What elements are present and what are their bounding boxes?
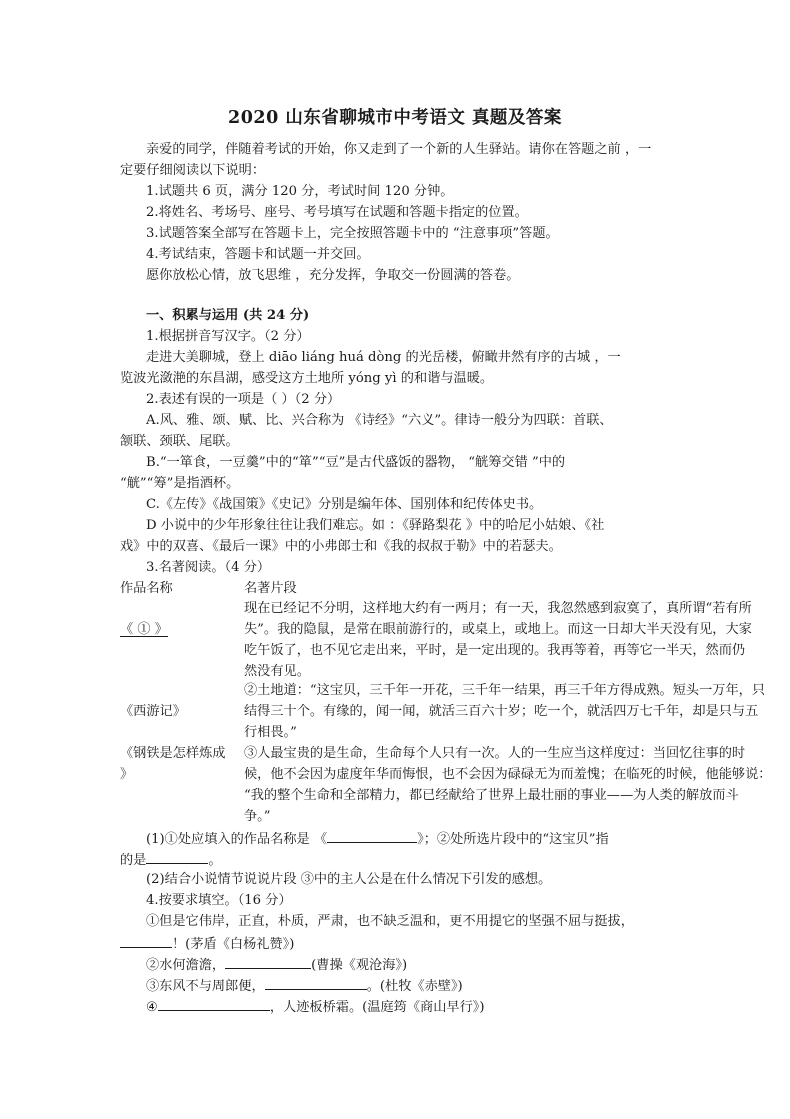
q4-item-1-blank[interactable] [120, 933, 172, 948]
q2-option-a-line-2: 颔联、颈联、尾联。 [120, 434, 239, 449]
q3-row3-excerpt-line-1: ③人最宝贵的是生命，生命每个人只有一次。人的一生应当这样度过：当回忆往事的时 [244, 746, 746, 761]
intro-line-2: 定要仔细阅读以下说明： [120, 163, 266, 178]
intro-item-2: 2.将姓名、考场号、座号、考号填写在试题和答题卡指定的位置。 [146, 205, 528, 220]
intro-item-3: 3.试题答案全部写在答题卡上，完全按照答题卡中的 “注意事项”答题。 [146, 226, 559, 241]
q4-item-4-blank[interactable] [158, 996, 270, 1011]
q4-item-1-line-2 [120, 933, 294, 955]
q4-stem: 4.按要求填空。（16 分） [146, 893, 292, 908]
q3-row3-excerpt-line-4: 争。” [244, 809, 271, 824]
intro-item-1: 1.试题共 6 页，满分 120 分，考试时间 120 分钟。 [146, 184, 454, 199]
q3-row2-excerpt-line-2: 结得三十个。有缘的，闻一闻，就活三百六十岁；吃一个，就活四万七千年，却是只与五 [244, 704, 759, 719]
q3-sub1-blank-2[interactable] [146, 849, 208, 864]
intro-item-4: 4.考试结束，答题卡和试题一并交回。 [146, 247, 370, 262]
q3-sub1-prefix: (1)①处应填入的作品名称是 《 [146, 832, 328, 847]
q3-row2-excerpt-line-1: ②土地道：“这宝贝，三千年一开花，三千年一结果，再三千年方得成熟。短头一万年，只 [244, 683, 766, 698]
q4-item-2-blank[interactable] [225, 954, 311, 969]
section-heading: 一、积累与运用 (共 24 分) [146, 308, 310, 323]
q4-item-3-prefix: ③东风不与周郎便， [146, 979, 265, 994]
q3-row1-excerpt-line-4: 然没有见。 [244, 664, 310, 679]
q4-item-4-source: ，人迹板桥霜。(温庭筠《商山早行》) [269, 1000, 485, 1015]
q2-stem: 2.表述有误的一项是（ ）（2 分） [146, 392, 341, 407]
q4-item-3-source: 。(杜牧《赤壁》) [366, 979, 463, 994]
q4-item-1-source: ！(茅盾《白杨礼赞》) [172, 937, 295, 952]
q4-item-4-prefix: ④ [146, 1000, 158, 1015]
q2-option-d-line-2: 戏》中的双喜、《最后一课》中的小弗郎士和《我的叔叔于勒》中的若瑟夫。 [120, 539, 562, 554]
q3-sub1-tail-prefix: 的是 [120, 853, 147, 868]
q4-item-4 [146, 996, 485, 1018]
q3-sub1-line-2 [120, 849, 222, 871]
q3-row1-title-text: 《 ① 》 [120, 622, 168, 637]
q4-item-3-blank[interactable] [265, 975, 367, 990]
q3-row1-excerpt-line-2: 失”。我的隐鼠，是常在眼前游行的，或桌上，或地上。而这一日却大半天没有见，大家 [244, 622, 752, 637]
q3-row2-title: 《西游记》 [120, 704, 186, 719]
q1-passage-line-1: 走进大美聊城，登上 diāo liáng huá dòng 的光岳楼，俯瞰井然有序的古城 ，一 [146, 350, 621, 365]
intro-line-1: 亲爱的同学，伴随着考试的开始，你又走到了一个新的人生驿站。请你在答题之前 ，一 [146, 142, 652, 157]
q3-row1-title [120, 620, 168, 640]
q4-item-2-prefix: ②水何澹澹， [146, 958, 226, 973]
q4-item-2 [146, 954, 407, 976]
q2-option-a-line-1: A.风、雅、颂、赋、比、兴合称为 《诗经》“六义”。律诗一般分为四联：首联、 [146, 413, 613, 428]
q2-option-b-line-1: B.“一箪食，一豆羹”中的“箪”“豆”是古代盛饭的器物， “觥筹交错 ”中的 [146, 455, 566, 470]
q3-sub1-blank-1[interactable] [327, 828, 417, 843]
q3-row1-excerpt-line-3: 吃午饭了，也不见它走出来，平时，是一定出现的。我再等着，再等它一半天，然而仍 [244, 643, 746, 658]
q3-sub2: (2)结合小说情节说说片段 ③中的主人公是在什么情况下引发的感想。 [146, 872, 552, 887]
q1-stem: 1.根据拼音写汉字。（2 分） [146, 329, 310, 344]
intro-closing: 愿你放松心情，放飞思维 ，充分发挥，争取交一份圆满的答卷。 [146, 268, 520, 283]
q3-row1-excerpt-line-1: 现在已经记不分明，这样地大约有一两月；有一天，我忽然感到寂寞了，真所谓“若有所 [244, 601, 752, 616]
q3-table-header-excerpt: 名著片段 [244, 581, 297, 596]
q3-stem: 3.名著阅读。（4 分） [146, 560, 271, 575]
q3-row3-excerpt-line-2: 候，他不会因为虚度年华而悔恨，也不会因为碌碌无为而羞愧；在临死的时候，他能够说： [244, 767, 772, 782]
q2-option-c: C.《左传》《战国策》《史记》分别是编年体、国别体和纪传体史书。 [146, 497, 543, 512]
q3-sub1-middle: 》；②处所选片段中的“这宝贝”指 [417, 832, 609, 847]
q2-option-b-line-2: “觥”“筹”是指酒杯。 [120, 476, 240, 491]
q2-option-d-line-1: D 小说中的少年形象往往让我们难忘。如 ：《驿路梨花 》中的哈尼小姑娘、《社 [146, 518, 605, 533]
q3-table-header-title: 作品名称 [120, 581, 173, 596]
q4-item-2-source: (曹操《观沧海》) [311, 958, 408, 973]
q3-row3-title-line-2: 》 [120, 767, 134, 782]
page-title: 2020 山东省聊城市中考语文 真题及答案 [228, 108, 562, 128]
q3-sub1-tail-end: 。 [208, 853, 222, 868]
q4-item-1-line-1: ①但是它伟岸，正直，朴质，严肃，也不缺乏温和，更不用提它的坚强不屈与挺拔， [146, 914, 634, 929]
q4-item-3 [146, 975, 463, 997]
q3-row3-excerpt-line-3: “我的整个生命和全部精力，都已经献给了世界上最壮丽的事业——为人类的解放而斗 [244, 788, 739, 803]
q3-sub1-line-1 [146, 828, 609, 850]
q1-passage-line-2: 览波光潋滟的东昌湖，感受这方土地所 yóng yì 的和谐与温暖。 [120, 371, 494, 386]
q3-row3-title-line-1: 《钢铁是怎样炼成 [120, 746, 226, 761]
q3-row2-excerpt-line-3: 行相畏。” [244, 725, 297, 740]
